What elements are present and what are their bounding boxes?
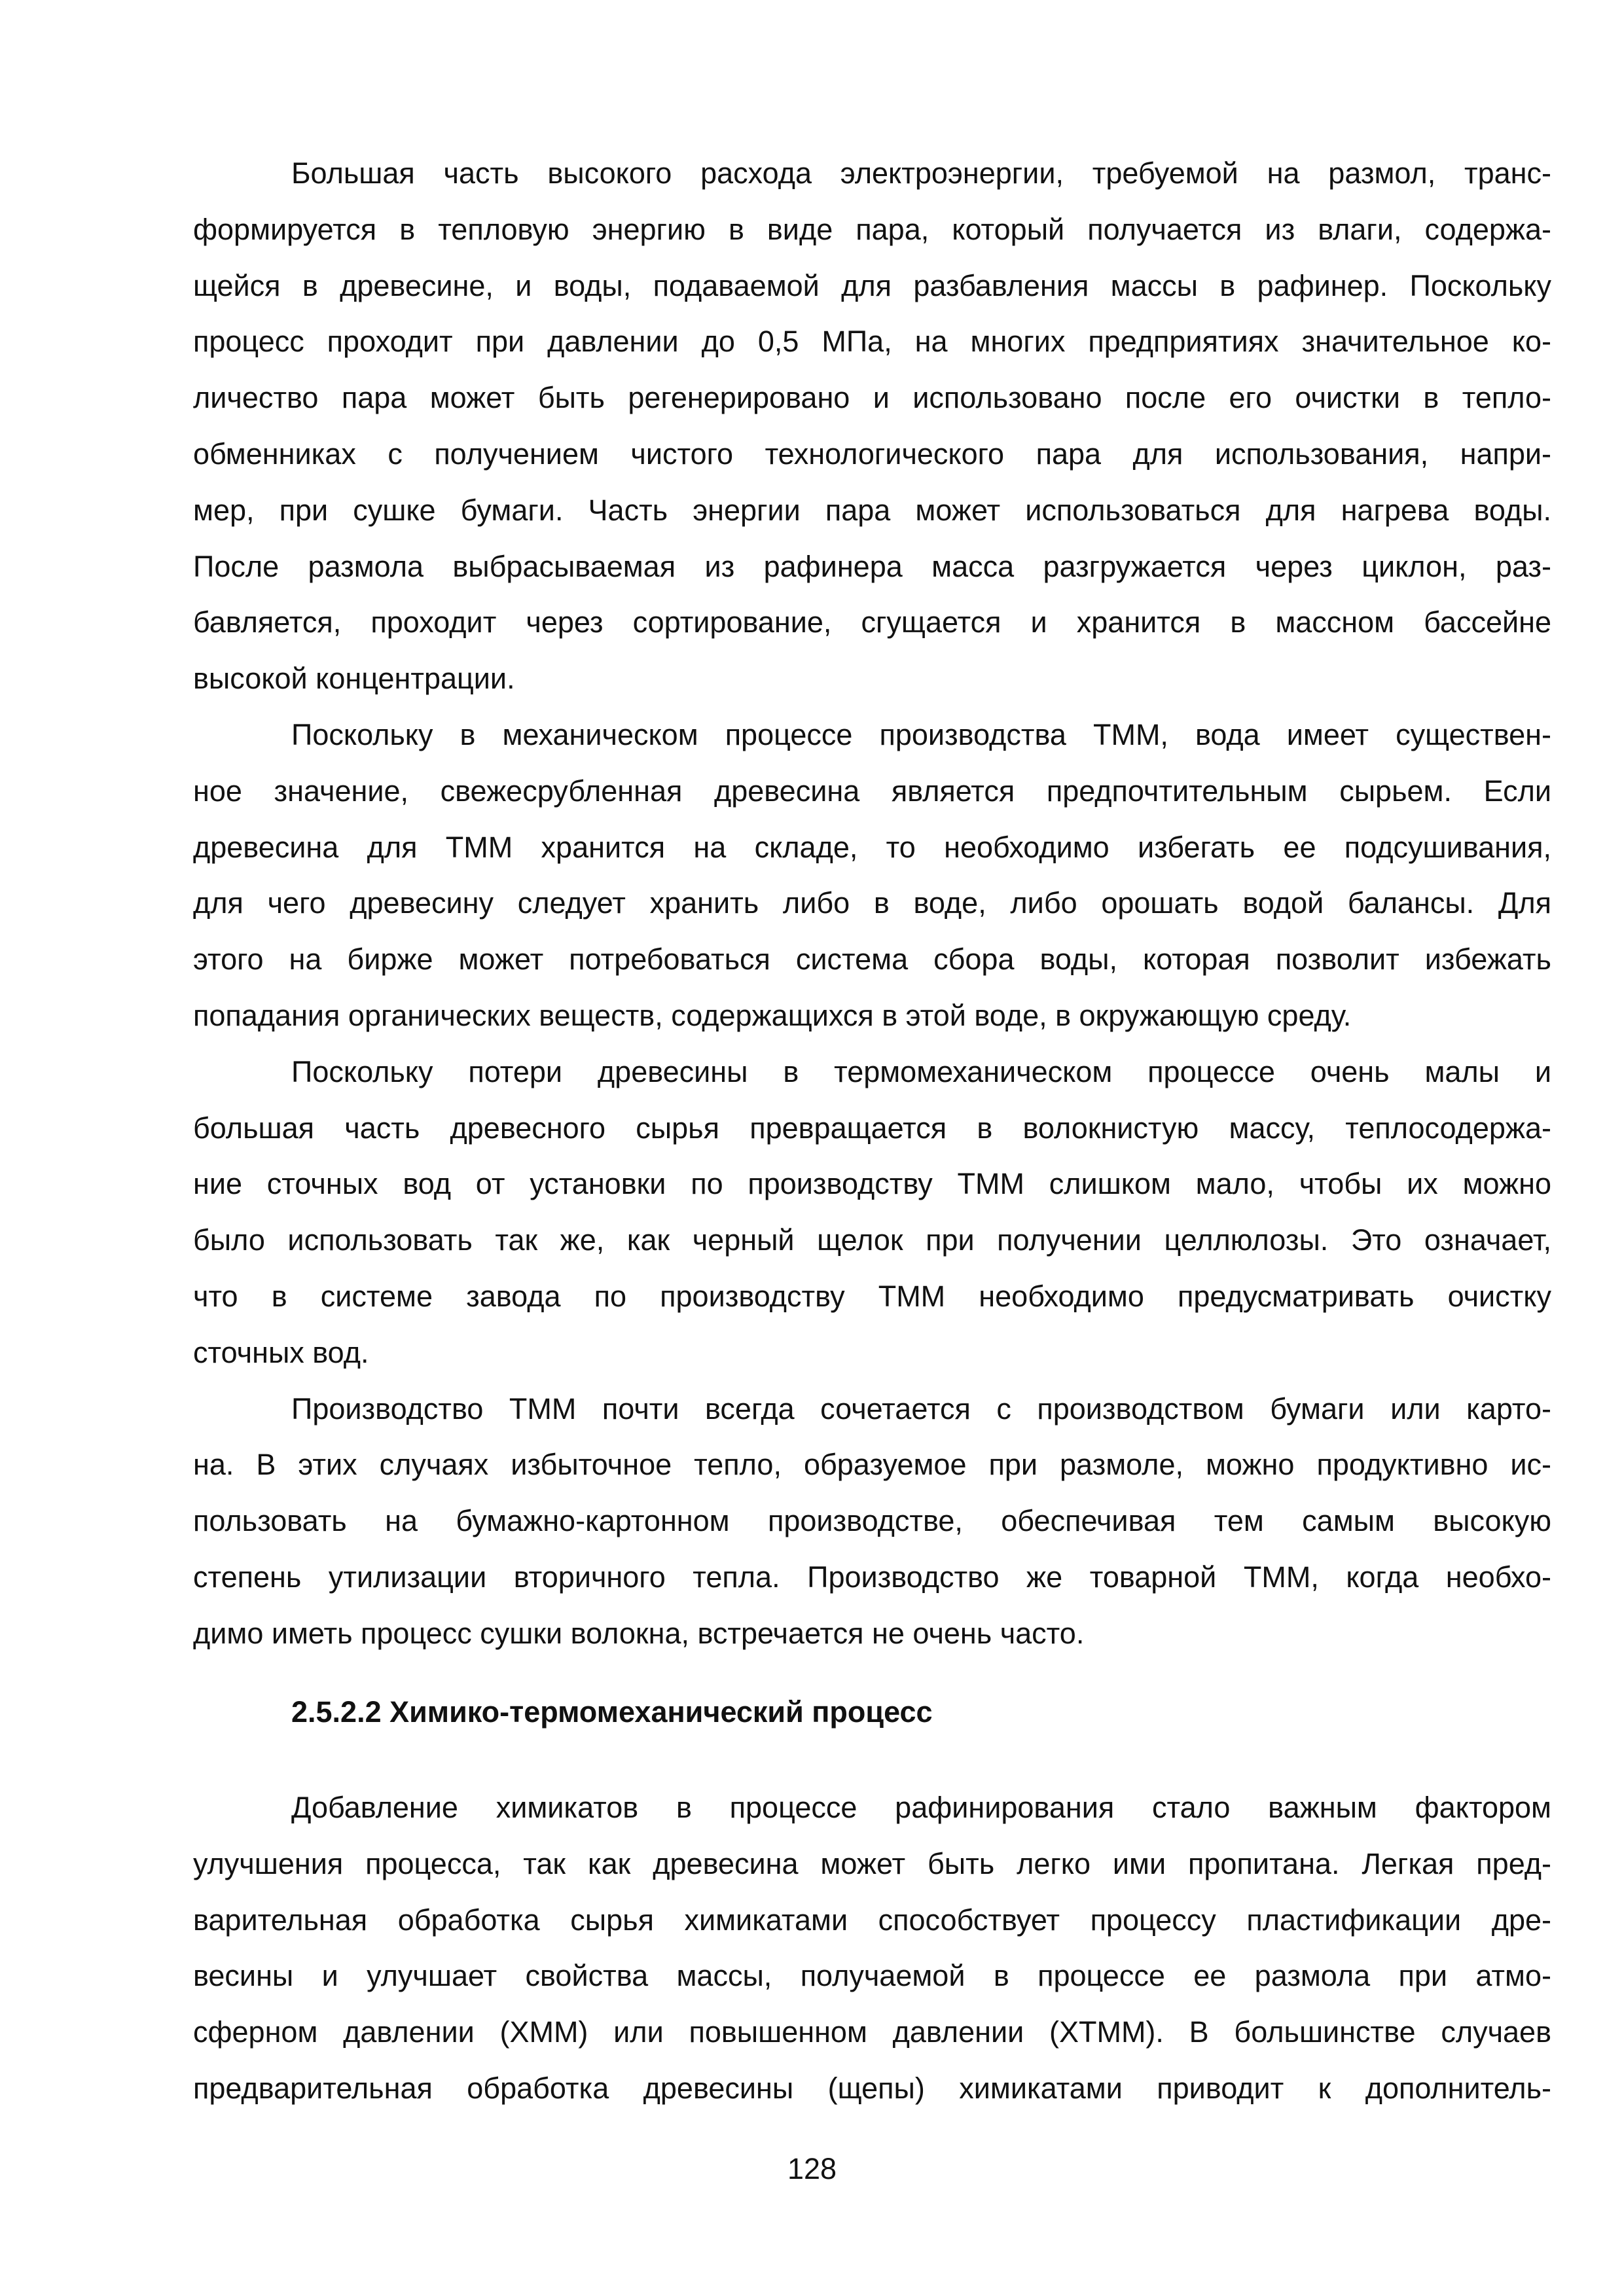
text-line: на. В этих случаях избыточное тепло, образуемое при размоле, можно продуктивно ис-: [193, 1448, 1551, 1482]
text-line: степень утилизации вторичного тепла. Производство же товарной ТММ, когда необхо-: [193, 1560, 1551, 1594]
text-line: что в системе завода по производству ТММ необходимо предусматривать очистку: [193, 1279, 1551, 1313]
text-line: предварительная обработка древесины (щепы) химикатами приводит к дополнитель-: [193, 2071, 1551, 2105]
text-line: процесс проходит при давлении до 0,5 МПа, на многих предприятиях значительное ко-: [193, 325, 1551, 359]
text-line: формируется в тепловую энергию в виде пара, который получается из влаги, содержа-: [193, 212, 1551, 246]
text-line: сточных вод.: [193, 1335, 369, 1369]
text-line: было использовать так же, как черный щелок при получении целлюлозы. Это означает,: [193, 1223, 1551, 1257]
text-line: для чего древесину следует хранить либо в воде, либо орошать водой балансы. Для: [193, 886, 1551, 920]
text-line: мер, при сушке бумаги. Часть энергии пара может использоваться для нагрева воды.: [193, 493, 1551, 527]
text-line: Добавление химикатов в процессе рафинирования стало важным фактором: [291, 1791, 1551, 1824]
text-line: древесина для ТММ хранится на складе, то необходимо избегать ее подсушивания,: [193, 830, 1551, 864]
section-body-text: [193, 1780, 1551, 2117]
text-line: ное значение, свежесрубленная древесина является предпочтительным сырьем. Если: [193, 774, 1551, 808]
section-heading: 2.5.2.2 Химико-термомеханический процесс: [291, 1695, 933, 1729]
text-line: Поскольку потери древесины в термомеханическом процессе очень малы и: [291, 1054, 1551, 1088]
text-line: весины и улучшает свойства массы, получаемой в процессе ее размола при атмо-: [193, 1959, 1551, 1993]
text-line: варительная обработка сырья химикатами способствует процессу пластификации дре-: [193, 1903, 1551, 1937]
text-line: личество пара может быть регенерировано и использовано после его очистки в тепло-: [193, 381, 1551, 415]
text-line: димо иметь процесс сушки волокна, встречается не очень часто.: [193, 1616, 1085, 1650]
text-line: ние сточных вод от установки по производству ТММ слишком мало, чтобы их можно: [193, 1167, 1551, 1201]
text-line: большая часть древесного сырья превращается в волокнистую массу, теплосодержа-: [193, 1111, 1551, 1145]
text-line: пользовать на бумажно-картонном производстве, обеспечивая тем самым высокую: [193, 1504, 1551, 1538]
text-line: Поскольку в механическом процессе производства ТММ, вода имеет существен-: [291, 717, 1551, 751]
text-line: бавляется, проходит через сортирование, сгущается и хранится в массном бассейне: [193, 605, 1551, 639]
text-line: Большая часть высокого расхода электроэнергии, требуемой на размол, транс-: [291, 156, 1551, 190]
text-line: высокой концентрации.: [193, 662, 515, 696]
text-line: этого на бирже может потребоваться система сбора воды, которая позволит избежать: [193, 942, 1551, 977]
text-line: После размола выбрасываемая из рафинера масса разгружается через циклон, раз-: [193, 549, 1551, 583]
text-line: обменниках с получением чистого технологического пара для использования, напри-: [193, 437, 1551, 471]
body-text: [193, 145, 1551, 1662]
text-line: попадания органических веществ, содержащихся в этой воде, в окружающую среду.: [193, 998, 1352, 1032]
page-number: 128: [787, 2152, 837, 2185]
text-line: Производство ТММ почти всегда сочетается с производством бумаги или карто-: [291, 1391, 1551, 1426]
text-line: сферном давлении (ХММ) или повышенном давлении (ХТММ). В большинстве случаев: [193, 2015, 1551, 2049]
text-line: щейся в древесине, и воды, подаваемой для разбавления массы в рафинер. Поскольку: [193, 268, 1551, 302]
text-line: улучшения процесса, так как древесина может быть легко ими пропитана. Легкая пред-: [193, 1846, 1551, 1880]
